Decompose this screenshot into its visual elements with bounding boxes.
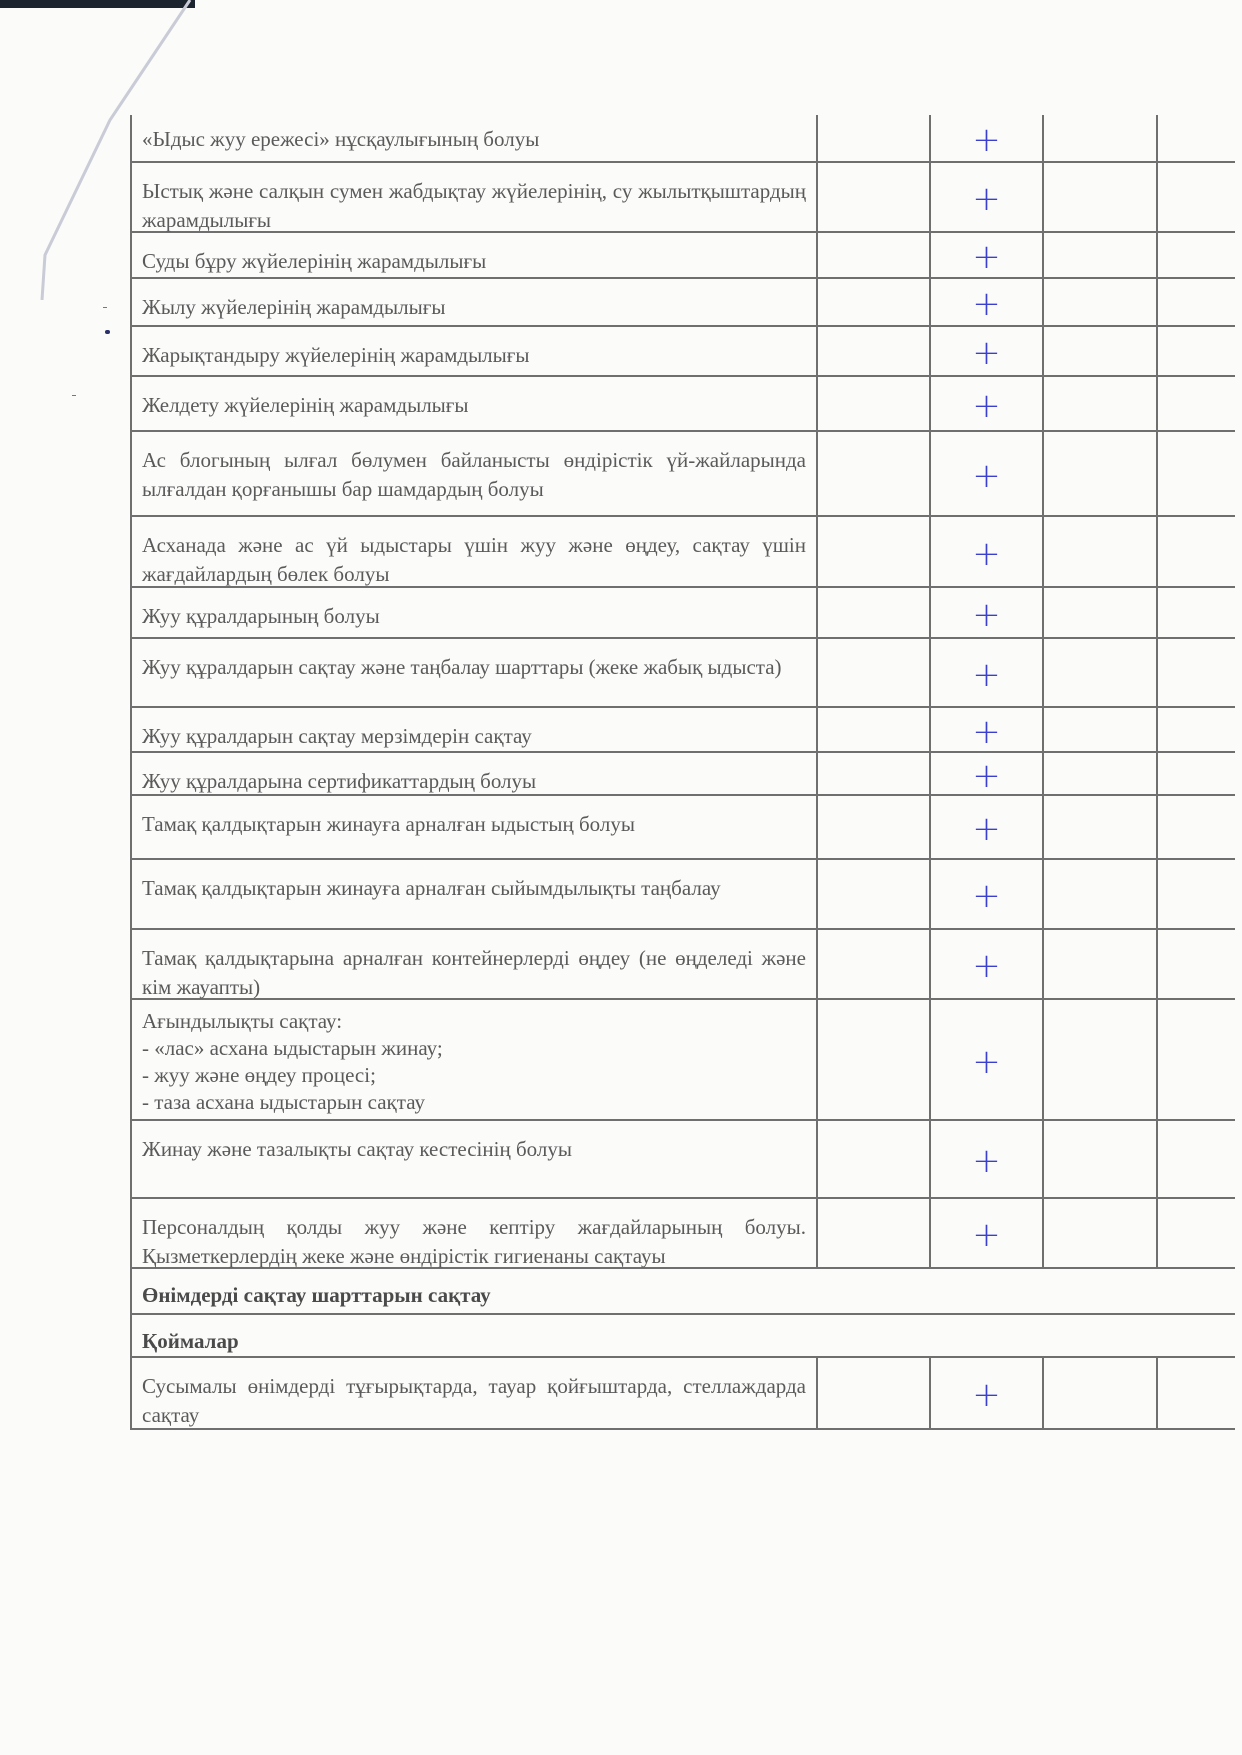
answer-cell-yes: [818, 753, 931, 794]
table-row: [132, 432, 1235, 517]
criterion-text: [132, 1000, 818, 1119]
criterion-text: [132, 115, 818, 161]
table-row: [132, 233, 1235, 279]
margin-mark: [72, 395, 76, 396]
table-row: [132, 639, 1235, 708]
answer-cell-yes: [818, 1121, 931, 1197]
answer-cell-no: [1044, 163, 1158, 231]
answer-cell-yes: [818, 327, 931, 375]
criterion-text: [132, 753, 818, 794]
answer-cell-no: [1044, 708, 1158, 751]
handwritten-plus-mark: +: [972, 533, 1001, 574]
handwritten-plus-mark: +: [972, 946, 1001, 986]
criterion-list-item: - таза асхана ыдыстарын сақтау: [142, 1090, 425, 1114]
answer-cell-mark: [931, 708, 1044, 751]
answer-cell-yes: [818, 233, 931, 277]
criterion-label: Жуу құралдарының болуы: [142, 604, 380, 628]
section-header-row: [132, 1269, 1235, 1315]
criterion-text: [132, 432, 818, 515]
table-row: [132, 708, 1235, 753]
table-row: [132, 517, 1235, 588]
notes-cell: [1158, 930, 1235, 998]
answer-cell-mark: [931, 1199, 1044, 1267]
answer-cell-mark: [931, 796, 1044, 858]
criterion-text: [132, 1121, 818, 1197]
criterion-label: Желдету жүйелерінің жарамдылығы: [142, 393, 469, 417]
answer-cell-mark: [931, 753, 1044, 794]
notes-cell: [1158, 860, 1235, 928]
answer-cell-mark: [931, 1000, 1044, 1119]
checklist-table: [130, 115, 1235, 1430]
answer-cell-yes: [818, 377, 931, 430]
criterion-text: [132, 860, 818, 928]
answer-cell-no: [1044, 233, 1158, 277]
answer-cell-no: [1044, 1358, 1158, 1428]
handwritten-plus-mark: +: [972, 711, 1001, 752]
answer-cell-yes: [818, 1358, 931, 1428]
criterion-text: [132, 588, 818, 637]
notes-cell: [1158, 753, 1235, 794]
table-row: [132, 930, 1235, 1000]
answer-cell-no: [1044, 327, 1158, 375]
handwritten-plus-mark: +: [972, 594, 1001, 635]
handwritten-plus-mark: +: [972, 1141, 1001, 1181]
table-row: [132, 279, 1235, 327]
handwritten-plus-mark: +: [972, 179, 1001, 219]
handwritten-plus-mark: +: [972, 1375, 1001, 1415]
answer-cell-yes: [818, 588, 931, 637]
handwritten-plus-mark: +: [972, 455, 1001, 496]
handwritten-plus-mark: +: [972, 120, 1001, 160]
answer-cell-mark: [931, 377, 1044, 430]
table-row: [132, 115, 1235, 163]
answer-cell-no: [1044, 432, 1158, 515]
answer-cell-yes: [818, 163, 931, 231]
answer-cell-mark: [931, 639, 1044, 706]
notes-cell: [1158, 1199, 1235, 1267]
answer-cell-no: [1044, 1199, 1158, 1267]
table-row: [132, 588, 1235, 639]
answer-cell-yes: [818, 1000, 931, 1119]
criterion-label: Жинау және тазалықты сақтау кестесінің болуы: [142, 1137, 572, 1161]
criterion-list-item: - «лас» асхана ыдыстарын жинау;: [142, 1036, 443, 1060]
table-row: [132, 1199, 1235, 1269]
table-row: [132, 377, 1235, 432]
answer-cell-yes: [818, 432, 931, 515]
notes-cell: [1158, 796, 1235, 858]
answer-cell-mark: [931, 930, 1044, 998]
criterion-label: Ас блогының ылғал бөлумен байланысты өндірістік үй-жайларында ылғалдан қорғанышы бар шамдардың болуы: [142, 448, 806, 501]
margin-ink-dot: [105, 330, 110, 334]
criterion-text: [132, 327, 818, 375]
answer-cell-no: [1044, 930, 1158, 998]
notes-cell: [1158, 432, 1235, 515]
table-row: [132, 860, 1235, 930]
criterion-label: Жуу құралдарын сақтау мерзімдерін сақтау: [142, 724, 532, 748]
table-row: [132, 1358, 1235, 1430]
section-title: Өнімдерді сақтау шарттарын сақтау: [142, 1283, 491, 1307]
notes-cell: [1158, 377, 1235, 430]
section-header-row: [132, 1315, 1235, 1358]
answer-cell-yes: [818, 639, 931, 706]
answer-cell-no: [1044, 860, 1158, 928]
handwritten-plus-mark: +: [972, 333, 1001, 373]
answer-cell-mark: [931, 1358, 1044, 1428]
answer-cell-no: [1044, 517, 1158, 586]
answer-cell-no: [1044, 377, 1158, 430]
criterion-label: Тамақ қалдықтарын жинауға арналған ыдыстың болуы: [142, 812, 635, 836]
handwritten-plus-mark: +: [972, 876, 1001, 916]
notes-cell: [1158, 1121, 1235, 1197]
criterion-text: [132, 517, 818, 586]
answer-cell-mark: [931, 432, 1044, 515]
criterion-text: [132, 163, 818, 231]
criterion-label: «Ыдыс жуу ережесі» нұсқаулығының болуы: [142, 127, 540, 151]
notes-cell: [1158, 279, 1235, 325]
handwritten-plus-mark: +: [972, 1215, 1001, 1255]
table-row: [132, 1121, 1235, 1199]
notes-cell: [1158, 517, 1235, 586]
criterion-label: Ыстық және салқын сумен жабдықтау жүйелерінің, су жылытқыштардың жарамдылығы: [142, 179, 806, 232]
table-row: [132, 796, 1235, 860]
criterion-text: [132, 796, 818, 858]
handwritten-plus-mark: +: [972, 1041, 1001, 1082]
answer-cell-mark: [931, 1121, 1044, 1197]
table-row: [132, 327, 1235, 377]
criterion-label: Жарықтандыру жүйелерінің жарамдылығы: [142, 343, 530, 367]
answer-cell-mark: [931, 517, 1044, 586]
handwritten-plus-mark: +: [972, 385, 1001, 426]
criterion-text: [132, 377, 818, 430]
criterion-text: [132, 930, 818, 998]
criterion-text: [132, 1199, 818, 1267]
handwritten-plus-mark: +: [972, 284, 1001, 324]
criterion-label: Асханада және ас үй ыдыстары үшін жуу және өңдеу, сақтау үшін жағдайлардың бөлек болуы: [142, 533, 806, 586]
answer-cell-yes: [818, 279, 931, 325]
answer-cell-yes: [818, 796, 931, 858]
answer-cell-no: [1044, 1000, 1158, 1119]
answer-cell-mark: [931, 279, 1044, 325]
answer-cell-no: [1044, 279, 1158, 325]
margin-mark: [103, 307, 107, 308]
table-row: [132, 163, 1235, 233]
handwritten-plus-mark: +: [972, 755, 1001, 796]
notes-cell: [1158, 639, 1235, 706]
handwritten-plus-mark: +: [972, 654, 1001, 695]
answer-cell-mark: [931, 327, 1044, 375]
criterion-text: [132, 1358, 818, 1428]
notes-cell: [1158, 588, 1235, 637]
answer-cell-mark: [931, 588, 1044, 637]
criterion-text: [132, 233, 818, 277]
notes-cell: [1158, 163, 1235, 231]
answer-cell-no: [1044, 588, 1158, 637]
notes-cell: [1158, 1358, 1235, 1428]
criterion-label: Суды бұру жүйелерінің жарамдылығы: [142, 249, 487, 273]
answer-cell-mark: [931, 115, 1044, 161]
criterion-label: Жуу құралдарына сертификаттардың болуы: [142, 769, 537, 793]
notes-cell: [1158, 115, 1235, 161]
notes-cell: [1158, 1000, 1235, 1119]
criterion-text: [132, 708, 818, 751]
answer-cell-yes: [818, 115, 931, 161]
notes-cell: [1158, 233, 1235, 277]
handwritten-plus-mark: +: [972, 809, 1001, 849]
criterion-label: Сусымалы өнімдерді тұғырықтарда, тауар қойғыштарда, стеллаждарда сақтау: [142, 1374, 806, 1427]
criterion-label: Персоналдың қолды жуу және кептіру жағдайларының болуы. Қызметкерлердің жеке және өндірістік гигиенаны сақтауы: [142, 1215, 806, 1268]
table-row: [132, 1000, 1235, 1121]
answer-cell-yes: [818, 517, 931, 586]
section-title: Қоймалар: [142, 1329, 239, 1353]
answer-cell-yes: [818, 1199, 931, 1267]
handwritten-plus-mark: +: [972, 237, 1001, 277]
notes-cell: [1158, 327, 1235, 375]
answer-cell-mark: [931, 163, 1044, 231]
criterion-label: Жуу құралдарын сақтау және таңбалау шарттары (жеке жабық ыдыста): [142, 655, 782, 679]
criterion-label: Тамақ қалдықтарына арналған контейнерлерді өңдеу (не өңделеді және кім жауапты): [142, 946, 806, 999]
criterion-list-title: Ағындылықты сақтау:: [142, 1009, 343, 1033]
answer-cell-no: [1044, 753, 1158, 794]
answer-cell-no: [1044, 1121, 1158, 1197]
answer-cell-yes: [818, 708, 931, 751]
answer-cell-yes: [818, 860, 931, 928]
criterion-label: Жылу жүйелерінің жарамдылығы: [142, 295, 446, 319]
answer-cell-yes: [818, 930, 931, 998]
criterion-text: [132, 639, 818, 706]
answer-cell-mark: [931, 233, 1044, 277]
criterion-list-item: - жуу және өңдеу процесі;: [142, 1063, 376, 1087]
answer-cell-no: [1044, 796, 1158, 858]
answer-cell-no: [1044, 115, 1158, 161]
notes-cell: [1158, 708, 1235, 751]
criterion-text: [132, 279, 818, 325]
criterion-label: Тамақ қалдықтарын жинауға арналған сыйымдылықты таңбалау: [142, 876, 721, 900]
table-row: [132, 753, 1235, 796]
answer-cell-mark: [931, 860, 1044, 928]
answer-cell-no: [1044, 639, 1158, 706]
